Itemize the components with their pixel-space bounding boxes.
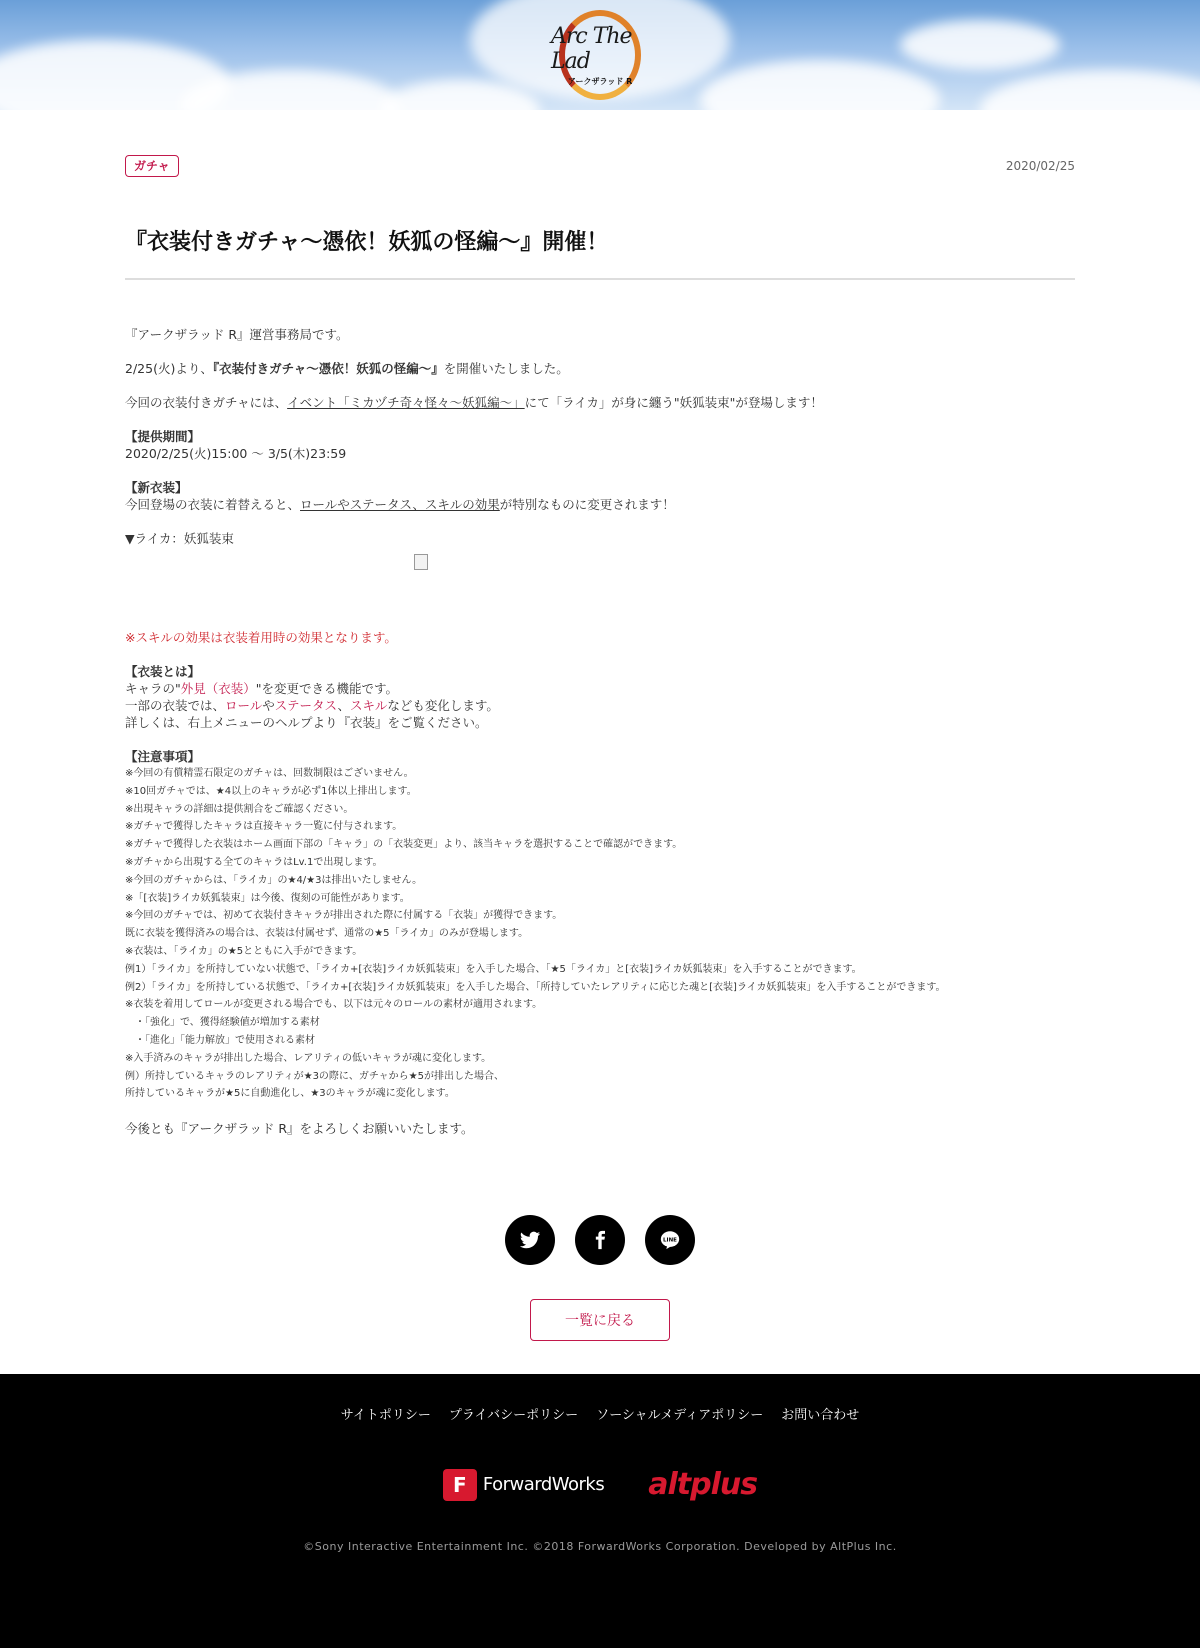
article-body (125, 326, 1075, 1137)
share-buttons (125, 1215, 1075, 1265)
text-span: なども変化します。 (387, 698, 499, 713)
new-costume-section (125, 479, 1075, 513)
costume-image (125, 547, 1075, 599)
note-item: ※今回の有償精霊石限定のガチャは、回数制限はございません。 (125, 768, 414, 779)
copyright: ©Sony Interactive Entertainment Inc. ©2018 ForwardWorks Corporation. Developed by AltPlus Inc. (303, 1540, 897, 1553)
back-wrap (125, 1299, 1075, 1341)
site-logo[interactable] (551, 8, 649, 102)
note-item: ※今回のガチャでは、初めて衣装付きキャラが排出された際に付属する「衣装」が獲得できます。 (125, 910, 563, 922)
about-section (125, 663, 1075, 731)
twitter-icon (519, 1229, 541, 1251)
line-share-button[interactable] (645, 1215, 695, 1265)
costume-name: ▼ライカ：妖狐装束 (125, 531, 234, 546)
back-to-list-button[interactable]: 一覧に戻る (530, 1299, 670, 1341)
about-line-1 (125, 680, 1075, 697)
svg-text:LINE: LINE (663, 1237, 677, 1244)
note-item: 例）所持しているキャラのレアリティが★3の際に、ガチャから★5が排出した場合、 (125, 1070, 504, 1082)
closing-text: 今後とも『アークザラッド R』をよろしくお願いいたします。 (125, 1121, 474, 1137)
forwardworks-mark-icon: F (443, 1469, 477, 1501)
note-item: 例1）「ライカ」を所持していない状態で、「ライカ+[衣装]ライカ妖狐装束」を入手した場合、「★5「ライカ」と[衣装]ライカ妖狐装束」を入手することができます。 (125, 963, 862, 975)
facebook-share-button[interactable] (575, 1215, 625, 1265)
publish-date: 2020/02/25 (1005, 159, 1075, 173)
highlight-text: ロール (225, 698, 263, 713)
text-span: キャラの" (125, 681, 181, 696)
text-span: 一部の衣装では、 (125, 698, 226, 713)
text-span: 2/25(火)より、 (125, 361, 213, 376)
note-item: ・「強化」で、獲得経験値が増加する素材 (125, 1017, 320, 1029)
text-span: "を変更できる機能です。 (255, 681, 399, 696)
open-announcement (125, 360, 1075, 377)
altplus-logo[interactable]: altplus (648, 1467, 758, 1502)
note-item: ※衣装は、「ライカ」の★5とともに入手ができます。 (125, 945, 363, 957)
note-item: ※衣装を着用してロールが変更される場合でも、以下は元々のロールの素材が適用されます。 (125, 999, 543, 1011)
category-tag: ガチャ (125, 155, 179, 177)
skill-note: ※スキルの効果は衣装着用時の効果となります。 (125, 630, 397, 645)
gacha-name: 『衣装付きガチャ〜憑依！妖狐の怪編〜』 (212, 361, 444, 376)
highlight-text: スキル (349, 698, 388, 713)
note-item: ※ガチャから出現する全てのキャラはLv.1で出現します。 (125, 856, 383, 868)
note-item: ・「進化」「能力解放」で使用される素材 (125, 1034, 315, 1046)
about-line-2 (125, 697, 1075, 714)
text-span: 、 (337, 698, 350, 713)
line-icon (659, 1229, 681, 1251)
note-item: ※ガチャで獲得した衣装はホーム画面下部の「キャラ」の「衣装変更」より、該当キャラを選択することで確認ができます。 (125, 839, 683, 851)
period-value: 2020/2/25(火)15:00 〜 3/5(木)23:59 (125, 446, 347, 461)
footer (0, 1374, 1200, 1648)
event-info (125, 394, 1075, 411)
note-item: ※「[衣装]ライカ妖狐装束」は今後、復刻の可能性があります。 (125, 892, 410, 904)
text-span: を開催いたしました。 (443, 361, 569, 376)
new-costume-heading: 【新衣装】 (125, 480, 188, 495)
company-logos (0, 1467, 1200, 1502)
highlight-text: ステータス (274, 698, 338, 713)
note-item: ※ガチャで獲得したキャラは直接キャラ一覧に付与されます。 (125, 821, 403, 833)
article-title: 『衣装付きガチャ〜憑依！妖狐の怪編〜』開催！ (125, 225, 1075, 280)
costume-effects-text: ロールやステータス、スキルの効果 (300, 497, 500, 512)
note-item: 所持しているキャラが★5に自動進化し、★3のキャラが魂に変化します。 (125, 1088, 455, 1100)
about-line-3: 詳しくは、右上メニューのヘルプより『衣装』をご覧ください。 (125, 715, 488, 730)
facebook-icon (590, 1230, 610, 1250)
logo-subtitle: アークザラッド R (567, 76, 633, 86)
notes-section (125, 748, 1075, 1103)
text-span: 今回の衣装付きガチャには、 (125, 395, 288, 410)
forwardworks-text: ForwardWorks (482, 1474, 605, 1495)
footer-links (0, 1404, 1200, 1423)
text-span: 今回登場の衣装に着替えると、 (125, 497, 301, 512)
note-item: 既に衣装を獲得済みの場合は、衣装は付属せず、通常の★5「ライカ」のみが登場します。 (125, 928, 529, 940)
about-heading: 【衣装とは】 (125, 664, 201, 679)
footer-link-privacy-policy[interactable]: プライバシーポリシー (448, 1408, 579, 1423)
footer-link-contact[interactable]: お問い合わせ (781, 1408, 860, 1423)
note-item: ※今回のガチャからは、「ライカ」の★4/★3は排出いたしません。 (125, 874, 423, 886)
notes-list (125, 765, 1075, 1103)
article-meta (125, 110, 1075, 177)
text-span: が特別なものに変更されます！ (499, 497, 675, 512)
logo-title: Arc The Lad (551, 23, 632, 74)
highlight-text: 外見（衣装） (180, 681, 256, 696)
intro-text: 『アークザラッド R』運営事務局です。 (125, 327, 349, 342)
broken-image-icon (414, 554, 428, 570)
period-section (125, 428, 1075, 462)
note-item: 例2）「ライカ」を所持している状態で、「ライカ+[衣装]ライカ妖狐装束」を入手した場合、「所持していたレアリティに応じた魂と[衣装]ライカ妖狐装束」を入手することができます。 (125, 981, 946, 993)
forwardworks-logo[interactable] (443, 1469, 604, 1501)
text-span: や (262, 698, 275, 713)
footer-link-site-policy[interactable]: サイトポリシー (340, 1408, 431, 1423)
note-item: ※出現キャラの詳細は提供割合をご確認ください。 (125, 803, 354, 815)
period-heading: 【提供期間】 (125, 429, 201, 444)
text-span: にて「ライカ」が身に纏う"妖狐装束"が登場します！ (524, 395, 823, 410)
footer-link-social-media-policy[interactable]: ソーシャルメディアポリシー (596, 1408, 764, 1423)
twitter-share-button[interactable] (505, 1215, 555, 1265)
header-banner (0, 0, 1200, 110)
new-costume-text (125, 496, 1075, 513)
article-main (0, 110, 1200, 1341)
notes-heading: 【注意事項】 (125, 749, 201, 764)
event-link[interactable]: イベント「ミカヅチ奇々怪々〜妖狐編〜」 (287, 395, 525, 410)
note-item: ※10回ガチャでは、★4以上のキャラが必ず1体以上排出します。 (125, 785, 417, 797)
note-item: ※入手済みのキャラが排出した場合、レアリティの低いキャラが魂に変化します。 (125, 1052, 492, 1064)
